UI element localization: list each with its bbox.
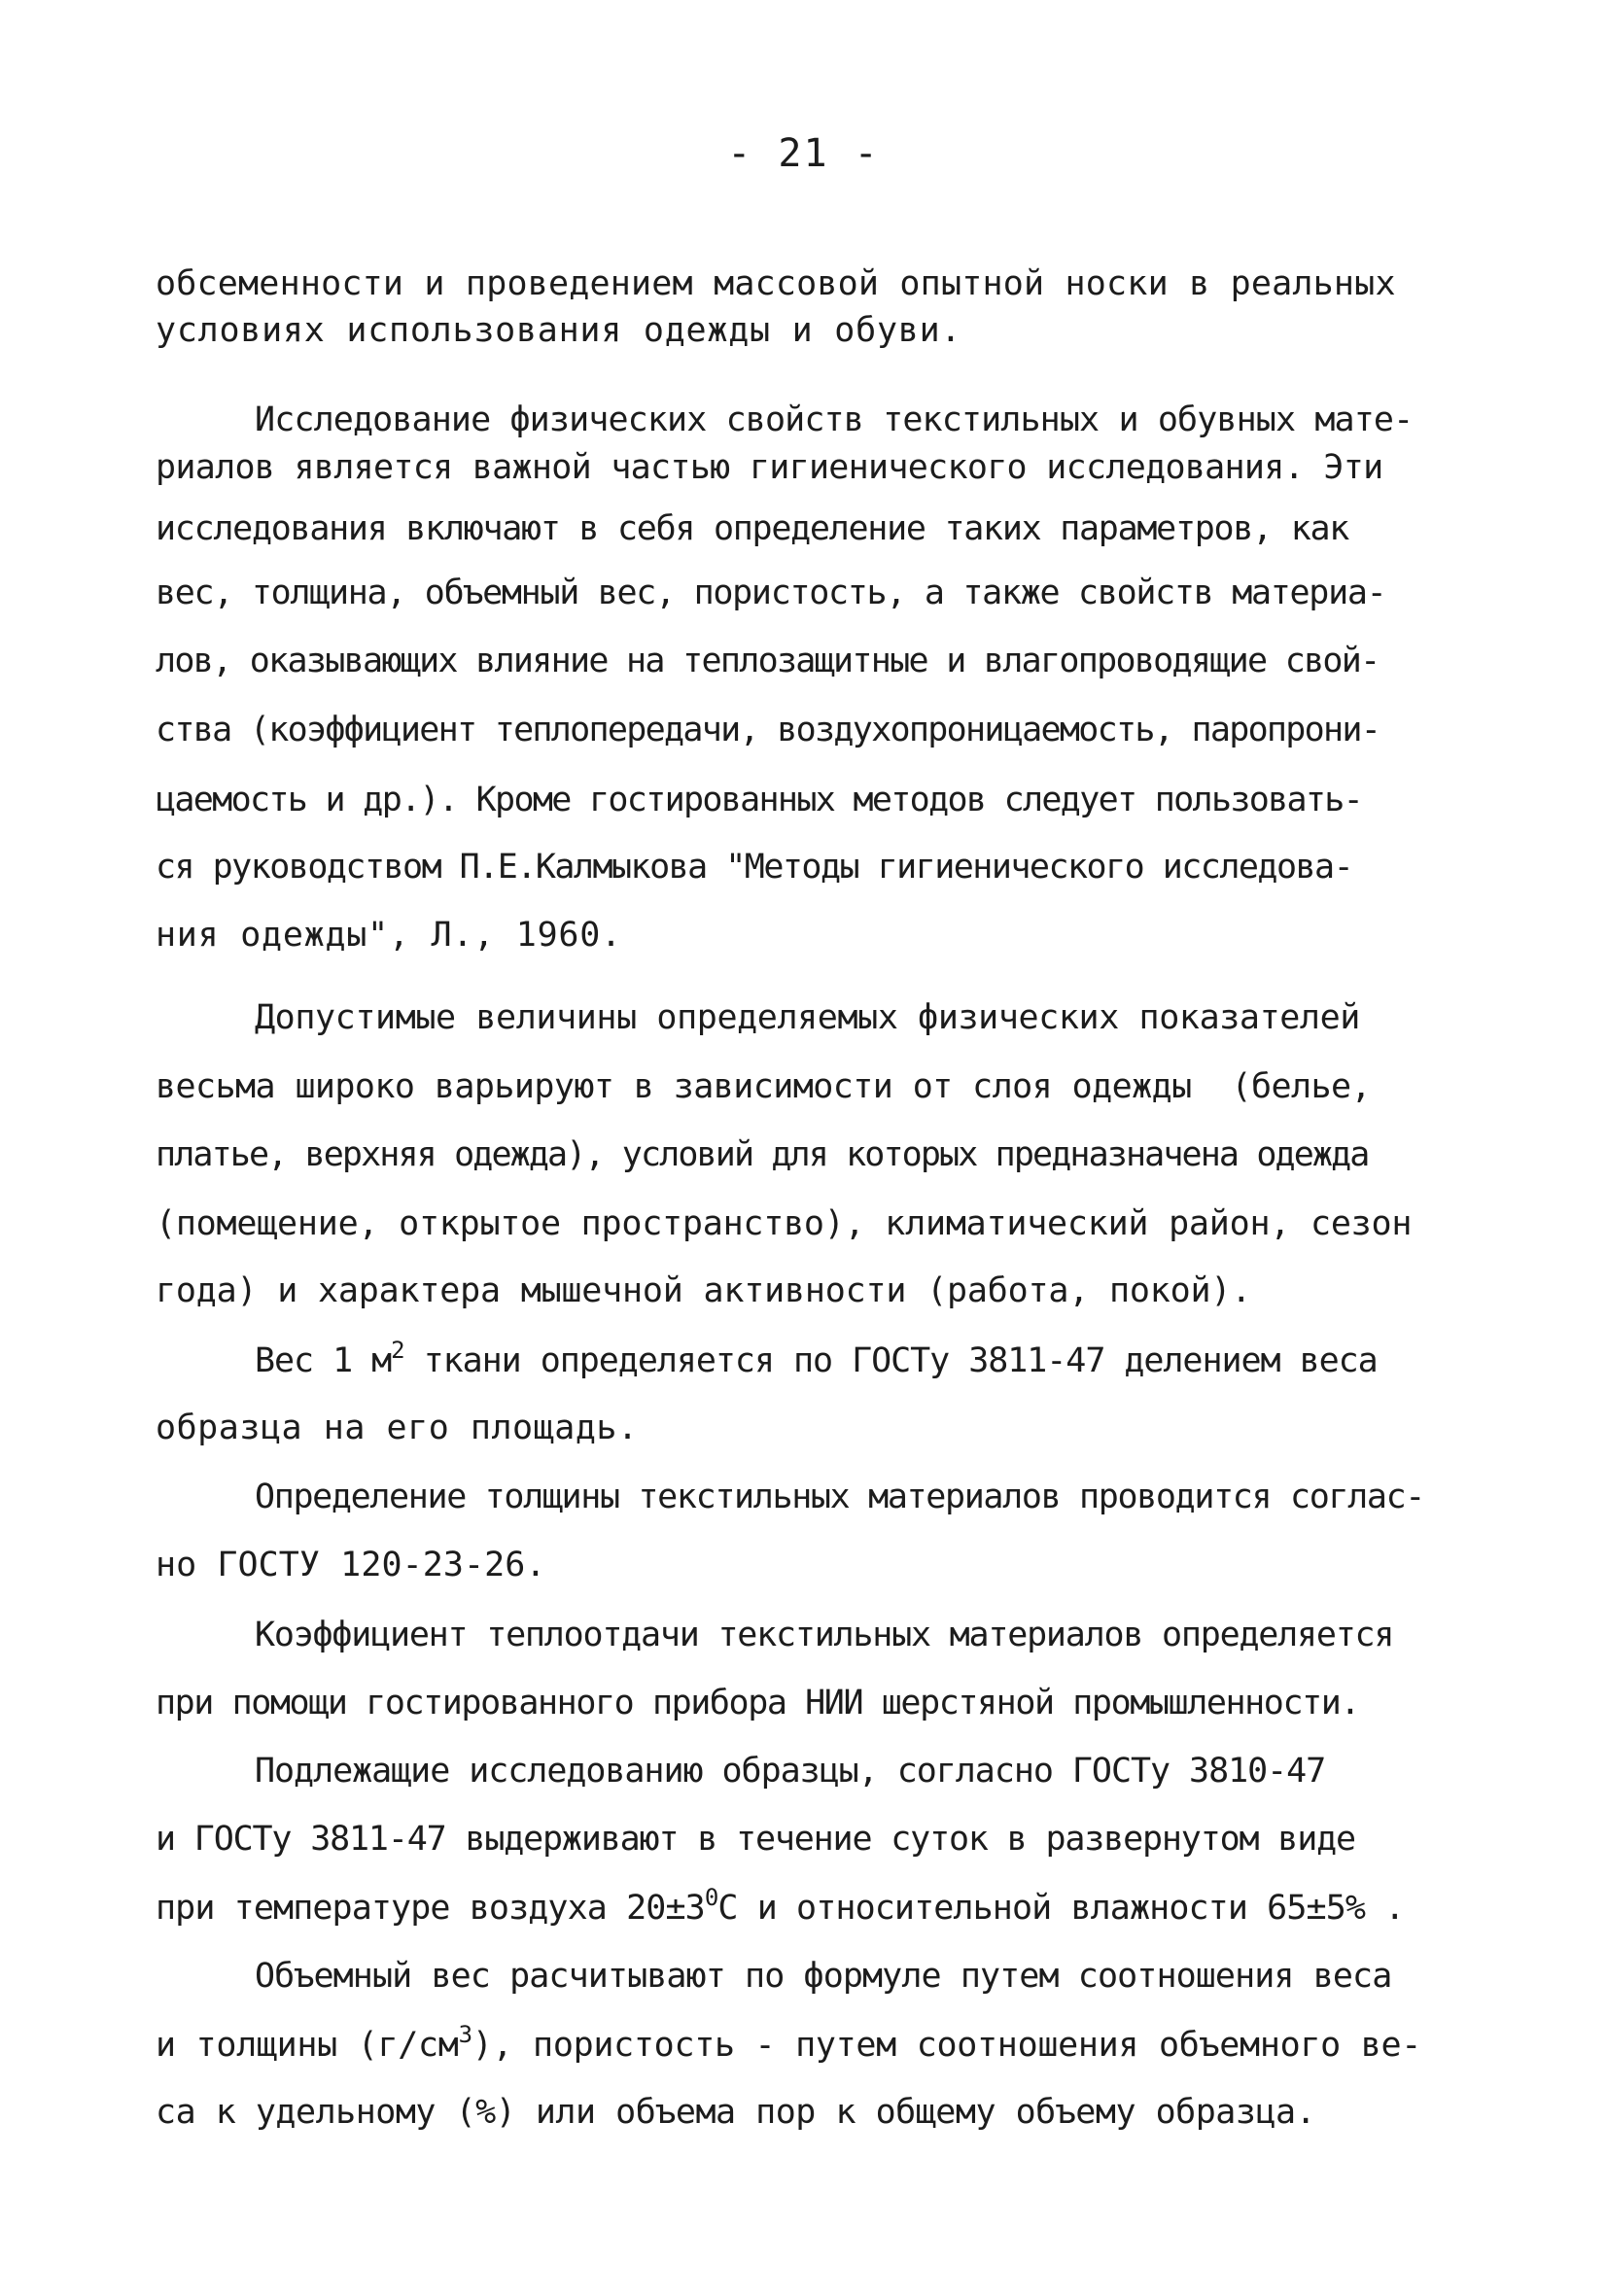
text-line: обсеменности и проведением массовой опытной носки в реальных [156,264,1396,303]
text-line: условиях использования одежды и обуви. [156,311,962,350]
page-number: - 21 - [727,131,880,176]
text-line: весьма широко варьируют в зависимости от слоя одежды (белье, [156,1067,1371,1106]
text-line [156,1884,1405,1931]
superscript: 2 [391,1337,404,1364]
text-line [255,1339,1378,1383]
text-line: Объемный вес расчитывают по формуле путем соотношения веса [255,1957,1392,1996]
text-line: и ГОСТу 3811-47 выдерживают в течение суток в развернутом виде [156,1820,1355,1859]
text-segment: С и относительной влажности 65±5% . [717,1889,1405,1928]
text-line: вес, толщина, объемный вес, пористость, а также свойств материа- [156,574,1386,612]
text-segment: ткани определяется по ГОСТу 3811-47 делением веса [403,1341,1378,1380]
text-segment: при температуре воздуха 20±3 [156,1889,705,1928]
text-line: но ГОСТУ 120-23-26. [156,1546,546,1584]
text-line: платье, верхняя одежда), условий для которых предназначена одежда [156,1135,1369,1174]
superscript: 3 [458,2021,472,2048]
text-line [156,2021,1422,2068]
text-line: ния одежды", Л., 1960. [156,916,622,955]
text-line: Исследование физических свойств текстильных и обувных мате- [255,400,1414,439]
text-segment: и толщины (г/см [156,2026,459,2065]
text-line: ся руководством П.Е.Калмыкова "Методы гигиенического исследова- [156,848,1353,887]
text-line: Коэффициент теплоотдачи текстильных материалов определяется [255,1616,1394,1654]
text-line: Определение толщины текстильных материалов проводится соглас- [255,1478,1425,1516]
superscript: 0 [704,1884,718,1911]
text-line: образца на его площадь. [156,1409,639,1447]
text-line: цаемость и др.). Кроме гостированных методов следует пользовать- [156,781,1363,819]
text-line: исследования включают в себя определение таких параметров, как [156,509,1349,548]
text-line: риалов является важной частью гигиенического исследования. Эти [156,448,1383,487]
text-segment: Вес 1 м [255,1341,392,1380]
text-segment: ), пористость - путем соотношения объемного ве- [472,2026,1422,2065]
text-line: Допустимые величины определяемых физических показателей [255,998,1360,1037]
text-line: года) и характера мышечной активности (работа, покой). [156,1271,1252,1310]
text-line: (помещение, открытое пространство), климатический район, сезон [156,1204,1413,1243]
text-line: ства (коэффициент теплопередачи, воздухопроницаемость, паропрони- [156,711,1380,749]
text-line: при помощи гостированного прибора НИИ шерстяной промышленности. [156,1684,1360,1722]
text-line: Подлежащие исследованию образцы, согласно ГОСТу 3810-47 [255,1752,1326,1791]
text-line: са к удельному (%) или объема пор к общему объему образца. [156,2093,1316,2132]
text-line: лов, оказывающих влияние на теплозащитные и влагопроводящие свой- [156,642,1380,680]
